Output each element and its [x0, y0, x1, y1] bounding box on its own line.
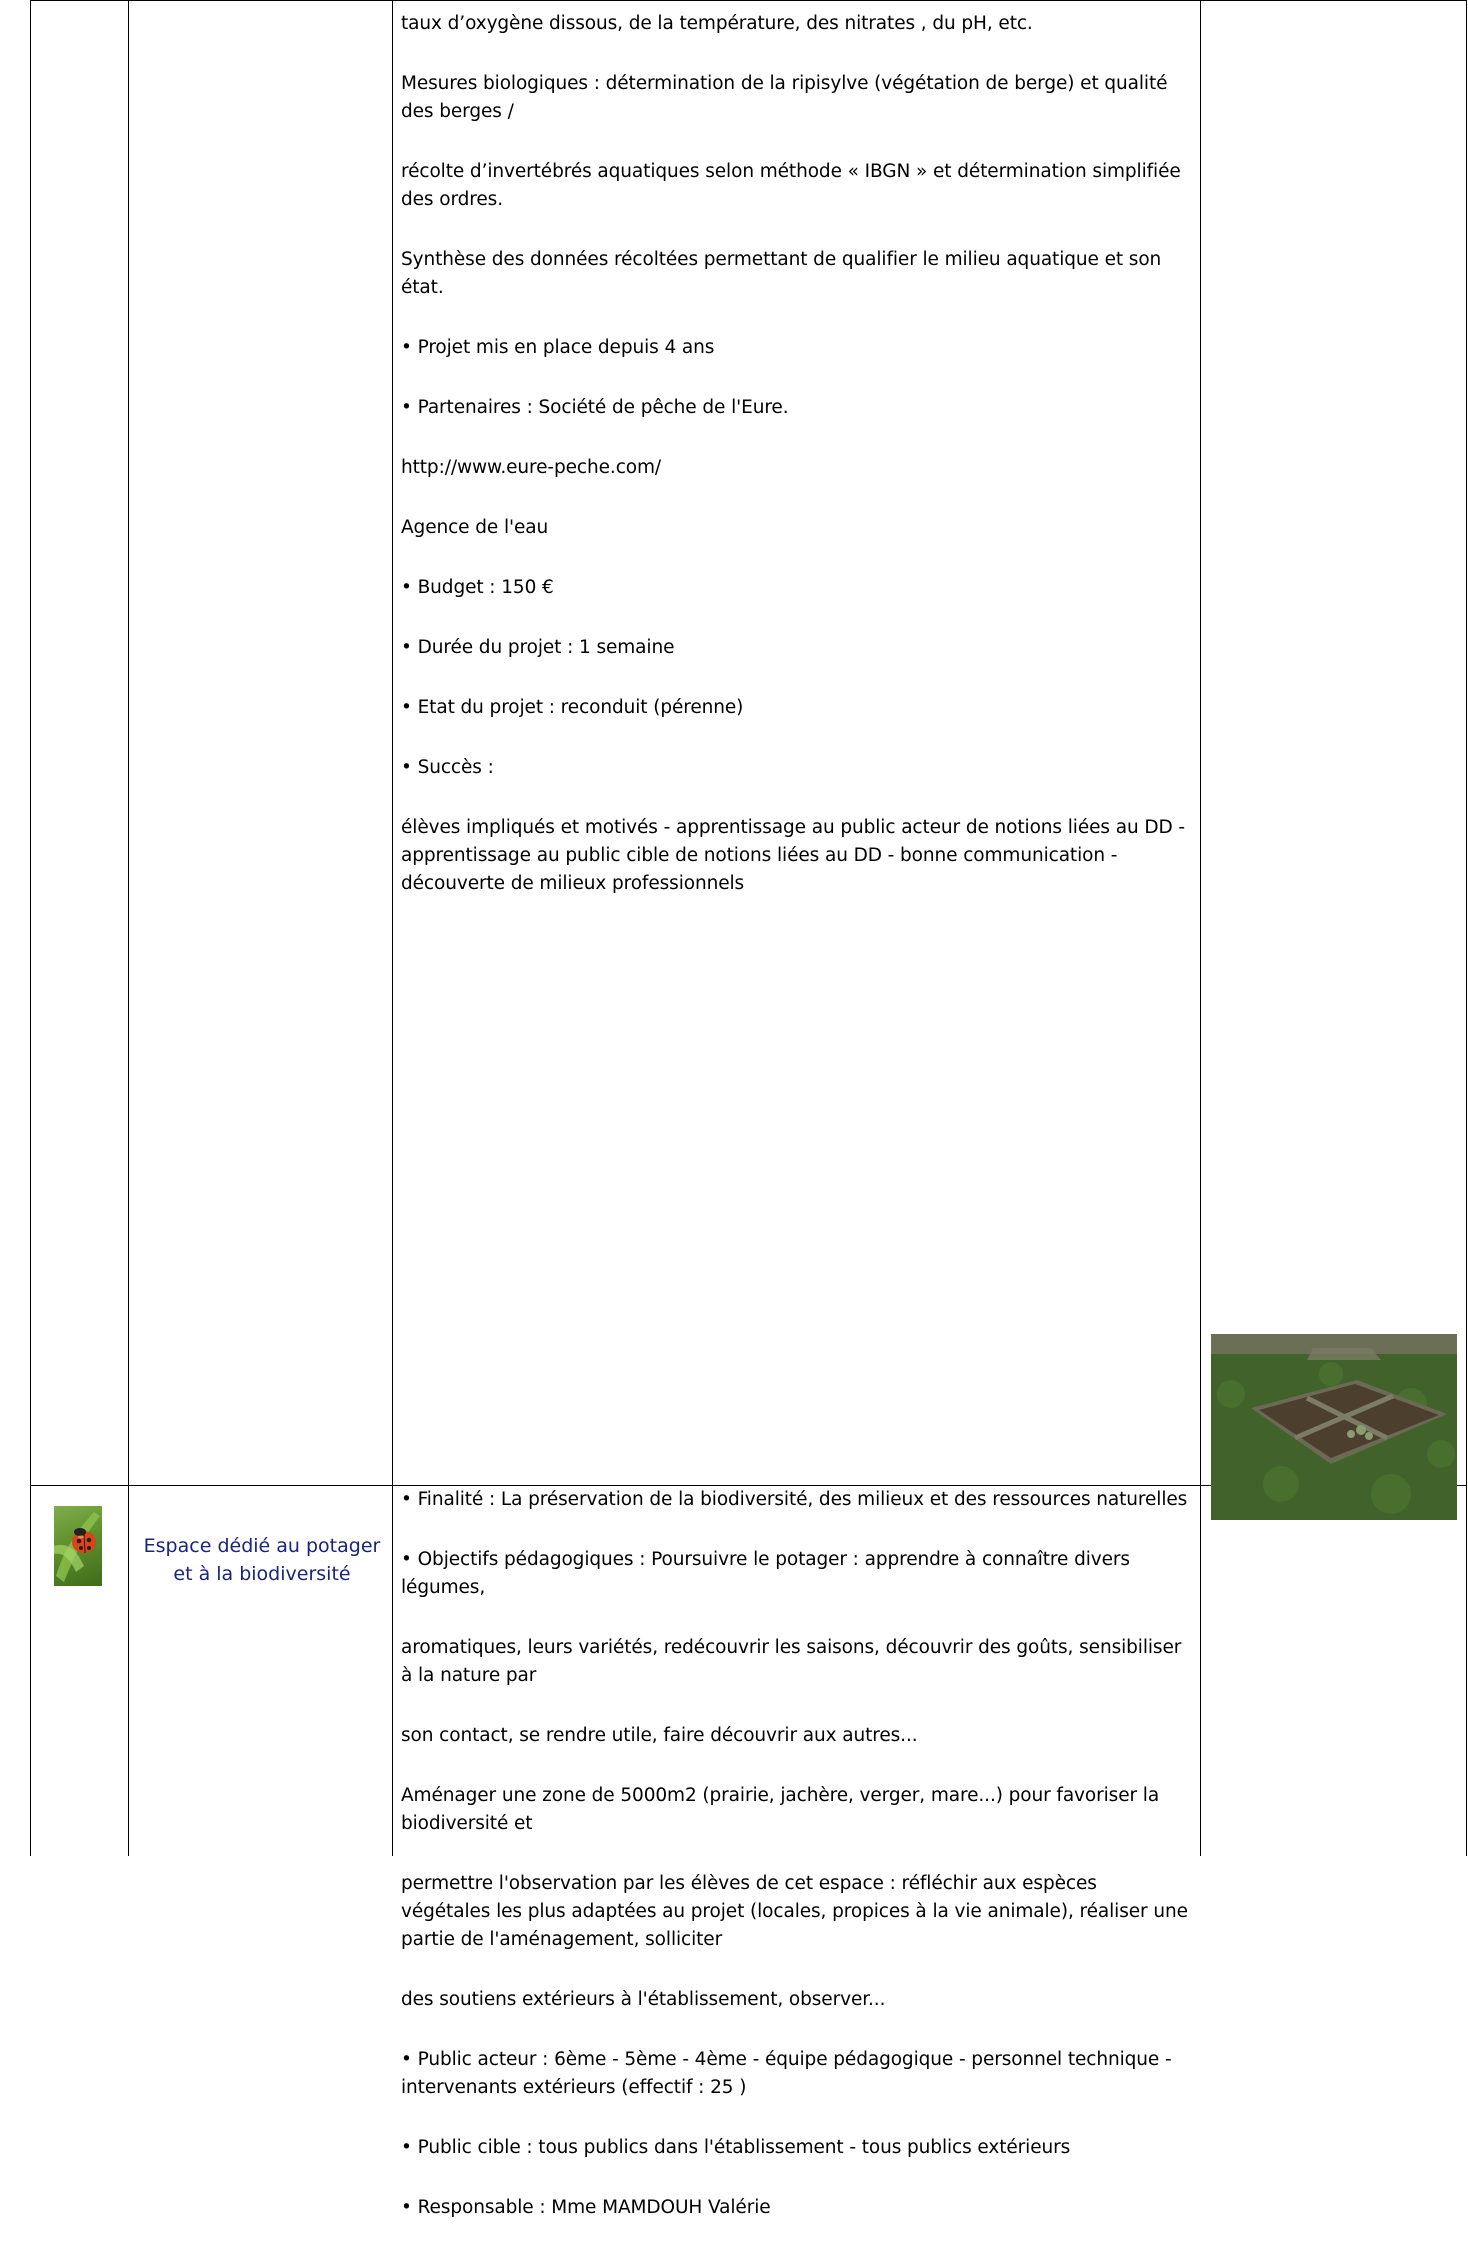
paragraph: • Public cible : tous publics dans l'établissement - tous publics extérieurs	[401, 2137, 1071, 2158]
table-column-divider	[1200, 0, 1201, 1856]
paragraph: Agence de l'eau	[401, 517, 549, 538]
paragraph: permettre l'observation par les élèves de cet espace : réfléchir aux espèces végétales les plus adaptées au projet (locales, propices à la vie animale), réaliser une partie de l'aménagement, solliciter	[401, 1873, 1188, 1950]
paragraph: Synthèse des données récoltées permettant de qualifier le milieu aquatique et son état.	[401, 249, 1162, 298]
paragraph: • Projet mis en place depuis 4 ans	[401, 337, 715, 358]
paragraph: • Objectifs pédagogiques : Poursuivre le potager : apprendre à connaître divers légumes,	[401, 1549, 1130, 1598]
table-column-divider	[128, 0, 129, 1856]
project-title[interactable]: Espace dédié au potager et à la biodiversité	[143, 1535, 381, 1585]
paragraph: récolte d’invertébrés aquatiques selon méthode « IBGN » et détermination simplifiée des ordres.	[401, 161, 1181, 210]
table-border-left	[30, 0, 31, 1856]
table-border-top	[30, 0, 1467, 1]
project-description-cell	[401, 10, 1191, 930]
ladybug-icon	[54, 1506, 102, 1586]
paragraph: aromatiques, leurs variétés, redécouvrir les saisons, découvrir des goûts, sensibiliser à la nature par	[401, 1637, 1182, 1686]
paragraph: élèves impliqués et motivés - apprentissage au public acteur de notions liées au DD - apprentissage au public cible de notions liées au DD - bonne communication - découverte de milieux professionnels	[401, 817, 1186, 894]
paragraph: • Finalité : La préservation de la biodiversité, des milieux et des ressources naturelles	[401, 1489, 1188, 1510]
paragraph: • Durée du projet : 1 semaine	[401, 637, 675, 658]
paragraph: • Public acteur : 6ème - 5ème - 4ème - équipe pédagogique - personnel technique - intervenants extérieurs (effectif : 25 )	[401, 2049, 1172, 2098]
paragraph: • Responsable : Mme MAMDOUH Valérie	[401, 2197, 771, 2218]
paragraph: des soutiens extérieurs à l'établissement, observer...	[401, 1989, 886, 2010]
table-column-divider	[392, 0, 393, 1856]
paragraph: son contact, se rendre utile, faire découvrir aux autres...	[401, 1725, 918, 1746]
table-border-right	[1466, 0, 1467, 1856]
paragraph: • Etat du projet : reconduit (pérenne)	[401, 697, 744, 718]
partner-link: http://www.eure-peche.com/	[401, 457, 662, 478]
paragraph: Mesures biologiques : détermination de la ripisylve (végétation de berge) et qualité des berges /	[401, 73, 1168, 122]
project-description-cell	[401, 1486, 1191, 2254]
paragraph: • Succès :	[401, 757, 494, 778]
paragraph: • Partenaires : Société de pêche de l'Eure.	[401, 397, 789, 418]
paragraph: Aménager une zone de 5000m2 (prairie, jachère, verger, mare...) pour favoriser la biodiversité et	[401, 1785, 1160, 1834]
paragraph: • Budget : 150 €	[401, 577, 554, 598]
paragraph: taux d’oxygène dissous, de la température, des nitrates , du pH, etc.	[401, 13, 1033, 34]
garden-photo	[1211, 1334, 1457, 1520]
